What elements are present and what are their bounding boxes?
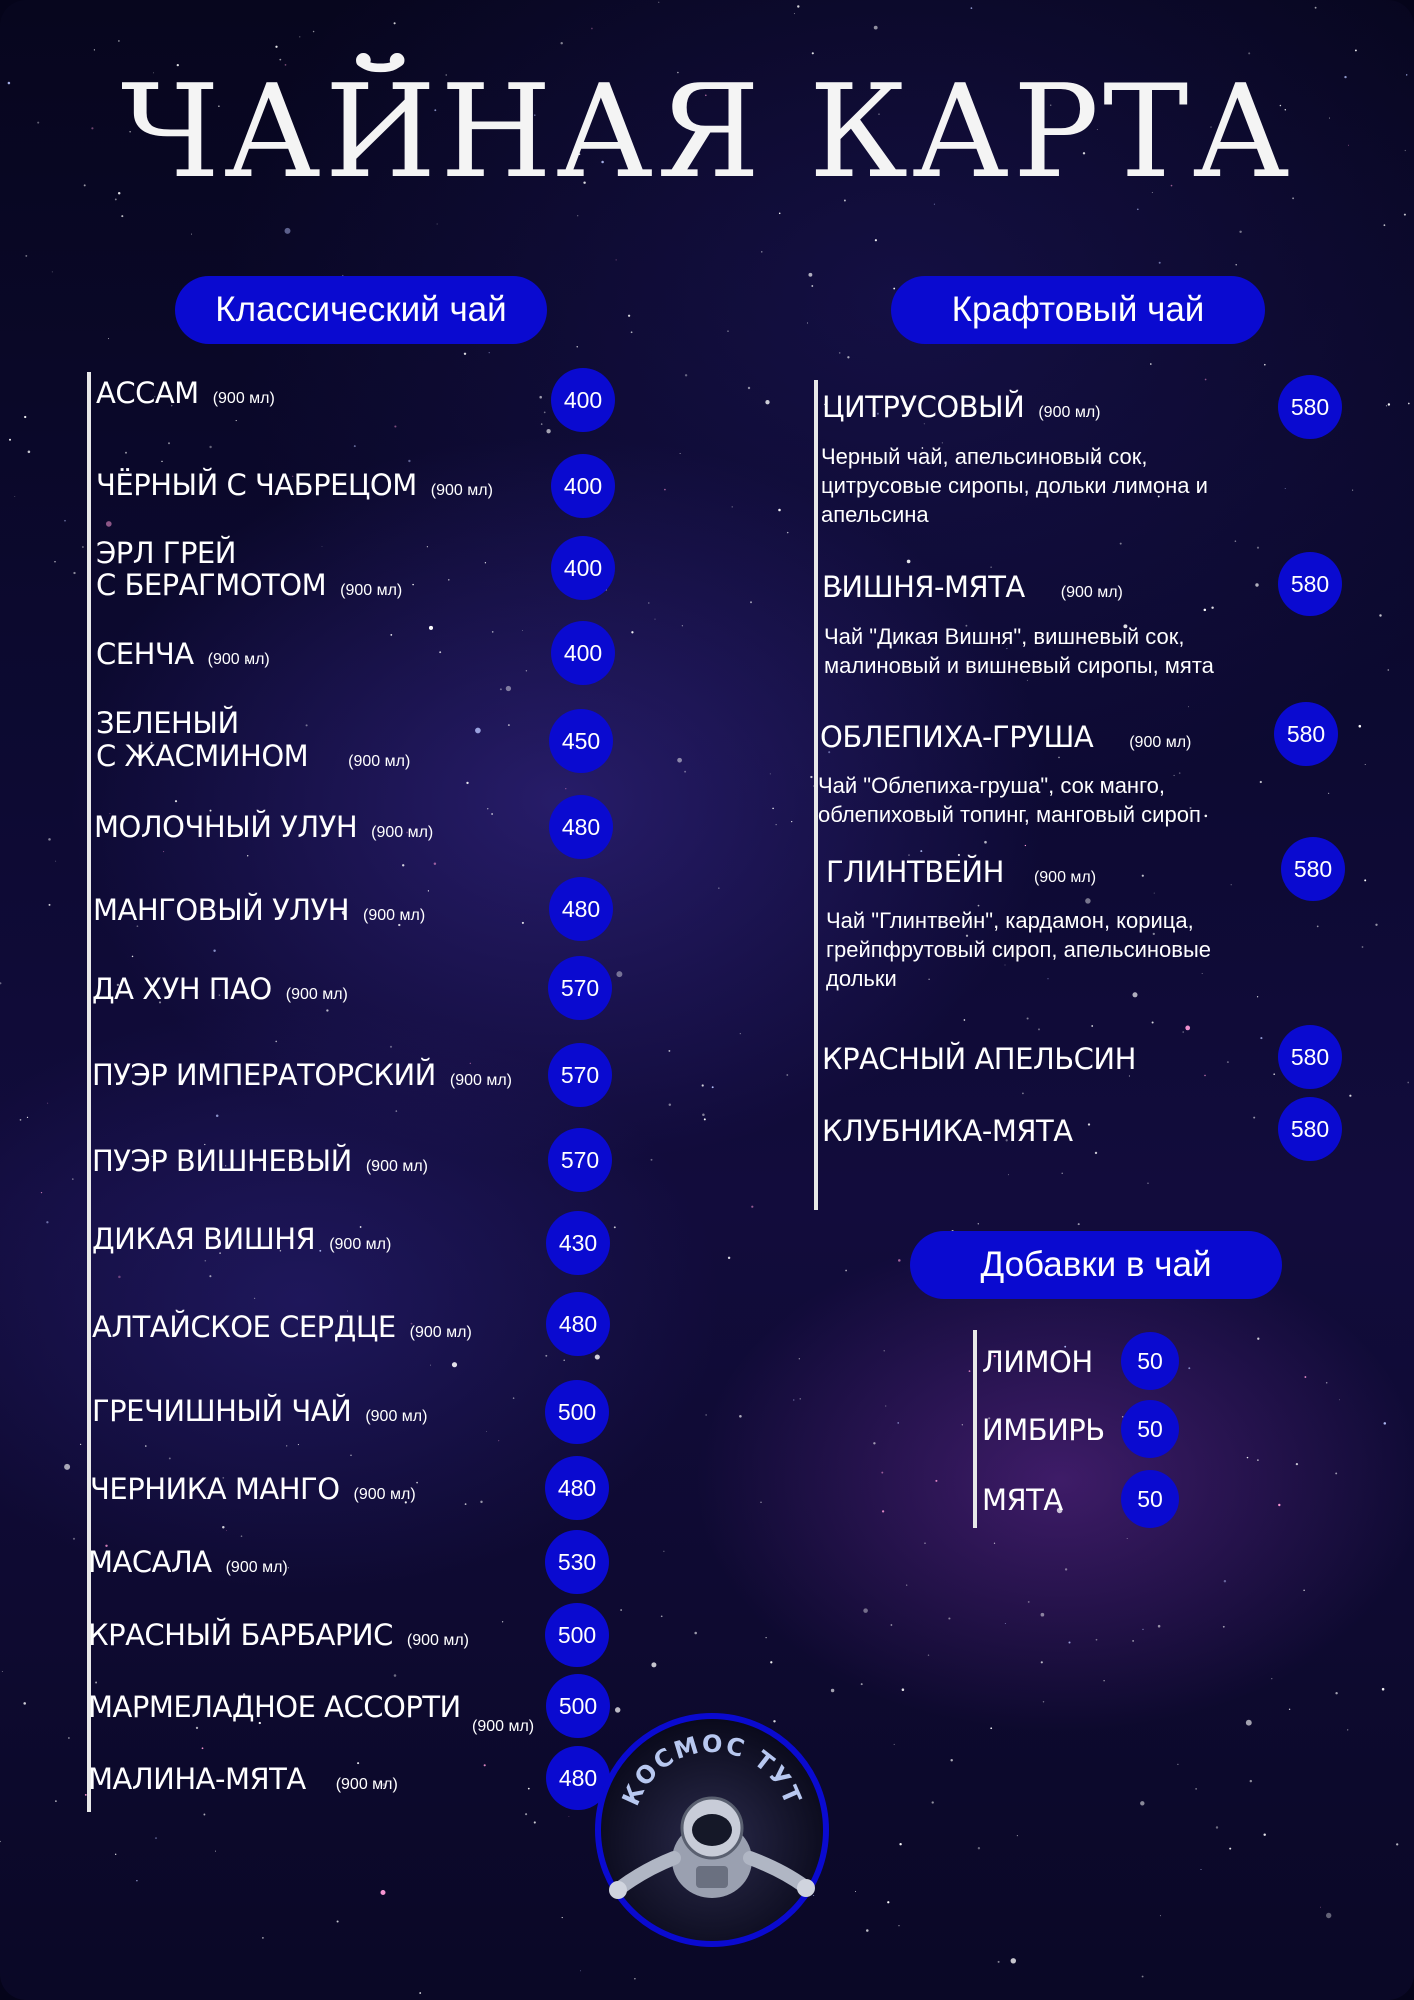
price-badge: 450 bbox=[549, 709, 613, 773]
menu-item-da-hong-pao: ДА ХУН ПАО (900 мл) bbox=[92, 972, 348, 1006]
price-badge: 400 bbox=[551, 536, 615, 600]
price-badge: 50 bbox=[1121, 1332, 1179, 1390]
addon-lemon: ЛИМОН bbox=[982, 1345, 1093, 1379]
price-badge: 480 bbox=[546, 1292, 610, 1356]
menu-item-milk-oolong: МОЛОЧНЫЙ УЛУН (900 мл) bbox=[94, 810, 434, 844]
item-description: Чай "Глинтвейн", кардамон, корица, грейпфрутовый сироп, апельсиновые дольки bbox=[826, 908, 1212, 991]
price-badge: 430 bbox=[546, 1211, 610, 1275]
menu-item-mango-oolong: МАНГОВЫЙ УЛУН (900 мл) bbox=[93, 893, 426, 927]
menu-item-wild-cherry: ДИКАЯ ВИШНЯ (900 мл) bbox=[92, 1222, 392, 1256]
item-description: Чай "Дикая Вишня", вишневый сок, малиновый и вишневый сиропы, мята bbox=[824, 624, 1214, 678]
menu-item-earl-grey-line2: С БЕРАГМОТОМ (900 мл) bbox=[96, 568, 403, 602]
menu-item-puer-cherry: ПУЭР ВИШНЕВЫЙ (900 мл) bbox=[92, 1144, 428, 1178]
menu-item-sea-buckthorn-pear: ОБЛЕПИХА-ГРУША (900 мл) bbox=[820, 720, 1192, 754]
menu-item-citrus: ЦИТРУСОВЫЙ (900 мл) bbox=[822, 390, 1101, 424]
menu-item-mulled-wine: ГЛИНТВЕЙН (900 мл) bbox=[826, 855, 1097, 889]
price-badge: 50 bbox=[1121, 1470, 1179, 1528]
menu-item-blueberry-mango: ЧЕРНИКА МАНГО (900 мл) bbox=[90, 1472, 416, 1506]
item-description: Черный чай, апельсиновый сок, цитрусовые сиропы, дольки лимона и апельсина bbox=[821, 444, 1208, 527]
kosmos-tut-logo bbox=[592, 1710, 832, 1950]
item-description: Чай "Облепиха-груша", сок манго, облепиховый топинг, манговый сироп bbox=[818, 773, 1201, 827]
price-badge: 570 bbox=[548, 1128, 612, 1192]
price-badge: 530 bbox=[545, 1530, 609, 1594]
price-badge: 580 bbox=[1278, 1025, 1342, 1089]
menu-item-green-jasmine-line2: С ЖАСМИНОМ (900 мл) bbox=[96, 739, 411, 773]
menu-item-red-barberry: КРАСНЫЙ БАРБАРИС (900 мл) bbox=[88, 1618, 469, 1652]
price-badge: 500 bbox=[546, 1674, 610, 1738]
menu-item-sencha: СЕНЧА (900 мл) bbox=[96, 637, 270, 671]
menu-item-raspberry-mint: МАЛИНА-МЯТА (900 мл) bbox=[88, 1762, 398, 1796]
price-badge: 480 bbox=[549, 795, 613, 859]
price-badge: 500 bbox=[545, 1380, 609, 1444]
section-header-addons: Добавки в чай bbox=[910, 1231, 1282, 1299]
menu-item-green-jasmine: ЗЕЛЕНЫЙ bbox=[96, 706, 239, 740]
price-badge: 400 bbox=[551, 454, 615, 518]
volume-label: (900 мл) bbox=[472, 1718, 535, 1735]
page-title: ЧАЙНАЯ КАРТА bbox=[120, 58, 1294, 207]
price-badge: 580 bbox=[1278, 375, 1342, 439]
section-header-craft: Крафтовый чай bbox=[891, 276, 1265, 344]
logo-text: КОСМОС ТУТ bbox=[616, 1729, 808, 1810]
menu-item-altai-heart: АЛТАЙСКОЕ СЕРДЦЕ (900 мл) bbox=[92, 1310, 472, 1344]
price-badge: 400 bbox=[551, 368, 615, 432]
menu-item-black-thyme: ЧЁРНЫЙ С ЧАБРЕЦОМ (900 мл) bbox=[96, 468, 493, 502]
price-badge: 580 bbox=[1278, 552, 1342, 616]
price-badge: 500 bbox=[545, 1603, 609, 1667]
menu-item-earl-grey: ЭРЛ ГРЕЙ bbox=[96, 536, 236, 570]
price-badge: 480 bbox=[549, 877, 613, 941]
addon-ginger: ИМБИРЬ bbox=[982, 1413, 1105, 1447]
price-badge: 50 bbox=[1121, 1400, 1179, 1458]
price-badge: 580 bbox=[1281, 837, 1345, 901]
menu-item-buckwheat: ГРЕЧИШНЫЙ ЧАЙ (900 мл) bbox=[92, 1394, 428, 1428]
menu-item-masala: МАСАЛА (900 мл) bbox=[88, 1545, 288, 1579]
menu-item-cherry-mint: ВИШНЯ-МЯТА (900 мл) bbox=[822, 570, 1123, 604]
menu-item-marmalade: МАРМЕЛАДНОЕ АССОРТИ bbox=[88, 1690, 461, 1724]
addon-mint: МЯТА bbox=[982, 1483, 1063, 1517]
menu-item-assam: АССАМ (900 мл) bbox=[96, 376, 275, 410]
price-badge: 580 bbox=[1278, 1097, 1342, 1161]
price-badge: 400 bbox=[551, 621, 615, 685]
menu-item-strawberry-mint: КЛУБНИКА-МЯТА bbox=[822, 1114, 1073, 1148]
classic-divider bbox=[87, 372, 91, 1812]
menu-item-puer-imperial: ПУЭР ИМПЕРАТОРСКИЙ (900 мл) bbox=[92, 1058, 512, 1092]
price-badge: 480 bbox=[546, 1746, 610, 1810]
addons-divider bbox=[973, 1330, 977, 1528]
price-badge: 480 bbox=[545, 1456, 609, 1520]
price-badge: 580 bbox=[1274, 702, 1338, 766]
price-badge: 570 bbox=[548, 1043, 612, 1107]
menu-item-red-orange: КРАСНЫЙ АПЕЛЬСИН bbox=[822, 1042, 1136, 1076]
price-badge: 570 bbox=[548, 956, 612, 1020]
section-header-classic: Классический чай bbox=[175, 276, 547, 344]
